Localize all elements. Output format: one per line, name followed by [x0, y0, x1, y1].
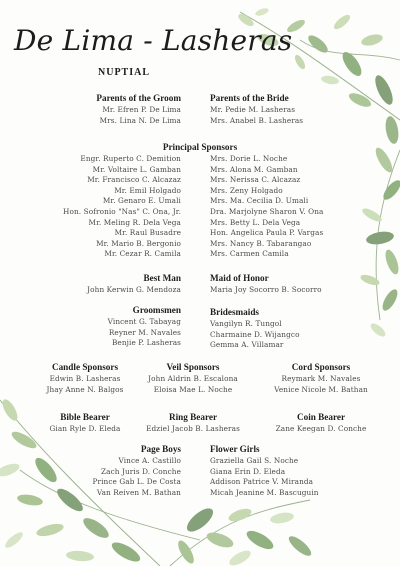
name-line: Mr. Pedie M. Lasheras — [210, 105, 296, 114]
section-heading: Bridesmaids — [210, 307, 260, 317]
name-line: Vangilyn R. Tungol — [210, 319, 282, 328]
name-line: John Aldrin B. Escalona — [148, 374, 238, 383]
name-line: Engr. Ruperto C. Demition — [80, 154, 181, 163]
section-flower-girls — [210, 443, 319, 498]
name-line: Edwin B. Lasheras — [49, 374, 121, 383]
name-line: Mrs. Ma. Cecilia D. Umali — [210, 196, 309, 206]
name-line: Mrs. Zeny Holgado — [210, 185, 283, 195]
section-cord-sponsors — [250, 361, 392, 395]
name-line: Vincent G. Tabayag — [107, 317, 181, 326]
name-line: Mrs. Lina N. De Lima — [99, 115, 181, 125]
name-line: Hon. Sofronio "Nas" C. Ona, Jr. — [63, 206, 181, 216]
name-line: Maria Joy Socorro B. Socorro — [210, 285, 322, 294]
name-line: Venice Nicole M. Bathan — [274, 384, 368, 394]
name-line: Mrs. Nerissa C. Alcazaz — [210, 175, 301, 185]
name-line: Prince Gab L. De Costa — [92, 477, 181, 487]
name-line: Mr. Emil Holgado — [114, 185, 181, 195]
name-line: Giana Erin D. Eleda — [210, 466, 286, 476]
page-subtitle: NUPTIAL — [98, 67, 151, 78]
name-line: Gemma A. Villamar — [210, 340, 284, 350]
section-best-man — [87, 272, 181, 296]
name-line: Mrs. Alona M. Gamban — [210, 164, 298, 174]
section-heading: Coin Bearer — [296, 412, 346, 422]
section-heading: Principal Sponsors — [162, 142, 238, 152]
name-line: Mr. Voltaire L. Gamban — [92, 164, 181, 174]
name-line: Mr. Meling R. Dela Vega — [88, 217, 181, 227]
name-line: Vince A. Castillo — [118, 456, 181, 465]
name-line: Mr. Genaro E. Umali — [102, 196, 181, 206]
name-line: John Kerwin G. Mendoza — [87, 285, 181, 294]
name-line: Mrs. Anabel B. Lasheras — [210, 115, 304, 125]
name-line: Mr. Efren P. De Lima — [102, 105, 181, 114]
section-heading: Flower Girls — [210, 444, 260, 454]
name-line: Van Reiven M. Bathan — [96, 487, 181, 497]
name-line: Reyner M. Navales — [108, 327, 181, 337]
section-heading: Parents of the Groom — [96, 93, 181, 103]
name-line: Mr. Cezar R. Camila — [104, 249, 181, 259]
section-heading: Page Boys — [140, 444, 181, 454]
section-heading: Candle Sponsors — [51, 362, 119, 372]
name-line: Mr. Raul Busadre — [114, 228, 181, 238]
name-line: Micah Jeanine M. Bascuguin — [210, 487, 319, 497]
section-coin-bearer — [250, 411, 392, 435]
principal-sponsors-left — [63, 154, 181, 260]
section-heading: Parents of the Bride — [210, 93, 289, 103]
name-line: Reymark M. Navales — [281, 374, 361, 383]
name-line: Graziella Gail S. Noche — [210, 456, 299, 465]
section-heading: Maid of Honor — [210, 273, 269, 283]
section-heading: Groomsmen — [132, 305, 181, 315]
section-bride-parents — [210, 92, 303, 126]
principal-sponsors-heading-wrap — [0, 141, 400, 154]
name-line: Hon. Angelica Paula P. Vargas — [210, 228, 324, 238]
name-line: Addison Patrice V. Miranda — [210, 477, 314, 487]
section-bridesmaids — [210, 306, 300, 351]
name-line: Charmaine D. Wijangco — [210, 329, 300, 339]
section-page-boys — [92, 443, 181, 498]
name-line: Mrs. Carmen Camila — [210, 249, 289, 259]
section-groomsmen — [108, 304, 181, 349]
principal-sponsors-right — [210, 154, 324, 260]
section-ring-bearer — [126, 411, 260, 435]
leaf-cluster-right — [359, 145, 400, 338]
name-line: Mrs. Betty L. Dela Vega — [210, 217, 301, 227]
page-title: De Lima - Lasheras — [14, 24, 293, 57]
name-line: Mrs. Dorie L. Noche — [210, 154, 288, 163]
section-heading: Ring Bearer — [168, 412, 218, 422]
section-heading: Best Man — [143, 273, 181, 283]
name-line: Dra. Marjolyne Sharon V. Ona — [210, 206, 324, 216]
section-heading: Bible Bearer — [60, 412, 110, 422]
name-line: Gian Ryle D. Eleda — [49, 424, 121, 433]
name-line: Eloisa Mae L. Noche — [153, 384, 233, 394]
name-line: Benjie P. Lasheras — [111, 338, 181, 348]
name-line: Zach Juris D. Conche — [100, 466, 181, 476]
section-maid-of-honor — [210, 272, 322, 296]
name-line: Mr. Mario B. Bergonio — [96, 238, 181, 248]
name-line: Mrs. Nancy B. Tabarangao — [210, 238, 312, 248]
section-heading: Cord Sponsors — [291, 362, 351, 372]
name-line: Mr. Francisco C. Alcazaz — [87, 175, 181, 185]
name-line: Edziel Jacob B. Lasheras — [146, 424, 240, 433]
section-veil-sponsors — [126, 361, 260, 395]
section-groom-parents — [96, 92, 181, 126]
leaf-cluster-bottom-right — [170, 500, 314, 566]
name-line: Jhay Anne N. Balgos — [46, 384, 124, 394]
name-line: Zane Keegan D. Conche — [275, 424, 367, 433]
section-heading: Veil Sponsors — [166, 362, 220, 372]
